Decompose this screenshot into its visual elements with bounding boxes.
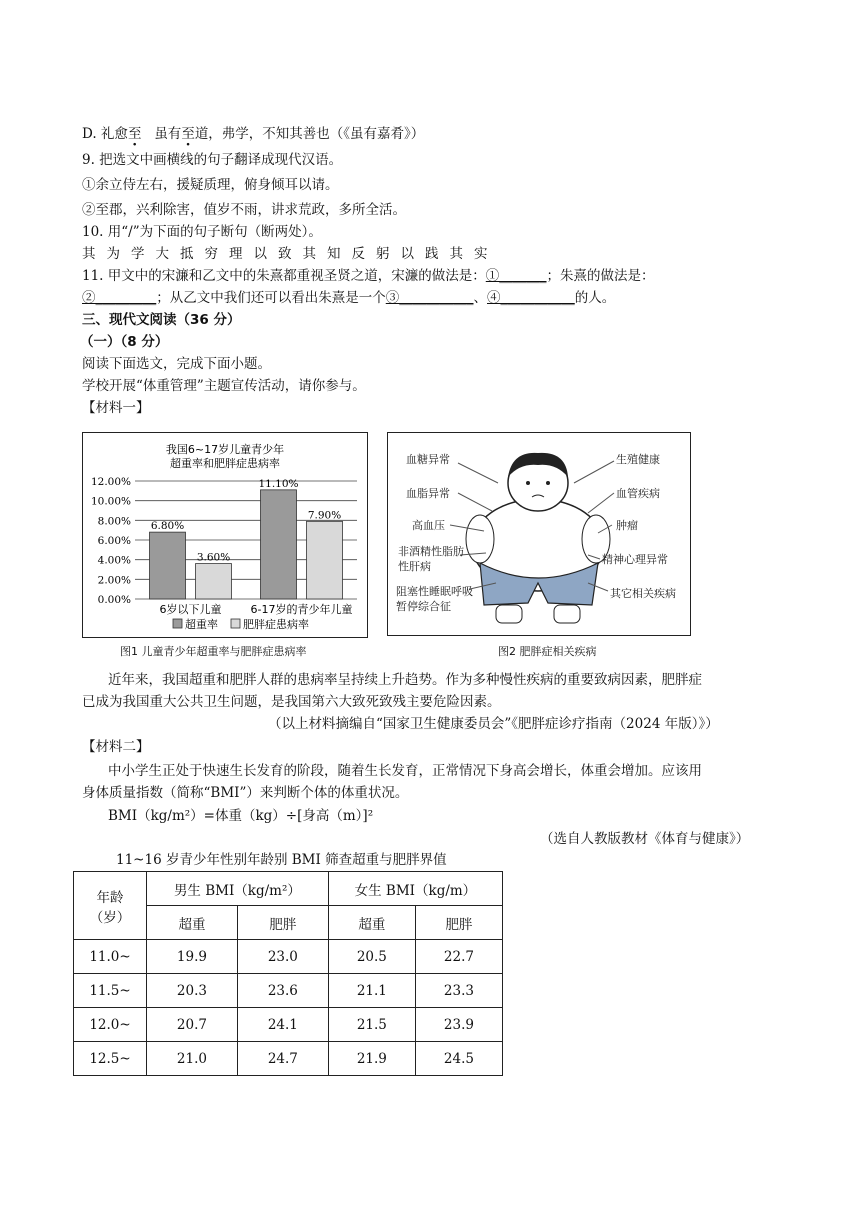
answer-blank-3[interactable]: ③___________: [385, 290, 474, 306]
table-title: 11~16 岁青少年性别年龄别 BMI 筛查超重与肥胖界值: [116, 852, 447, 868]
x-tick-label: 6岁以下儿童: [159, 603, 222, 616]
bar-肥胖症患病率: [307, 521, 343, 599]
legend-swatch: [173, 619, 182, 628]
activity-text: 学校开展“体重管理”主题宣传活动，请你参与。: [82, 378, 366, 394]
table-cell: 20.7: [147, 1008, 238, 1042]
question-11-text: ；朱熹的做法是：: [546, 268, 655, 284]
source-1: （以上材料摘编自“国家卫生健康委员会”《肥胖症诊疗指南（2024 年版）》）: [268, 716, 719, 732]
paragraph-1-line-2: 已成为我国重大公共卫生问题，是我国第六大致死致残主要危险因素。: [82, 694, 501, 710]
legend-label: 超重率: [185, 618, 218, 631]
data-label: 7.90%: [307, 509, 342, 522]
table-cell: 11.0~: [74, 940, 147, 974]
table-cell: 12.5~: [74, 1042, 147, 1076]
table-cell: 12.0~: [74, 1008, 147, 1042]
label-mental: 精神心理异常: [602, 553, 668, 566]
table-row: [74, 974, 503, 1008]
material-2-label: 【材料二】: [82, 739, 150, 755]
instruction-text: 阅读下面选文，完成下面小题。: [82, 356, 271, 372]
label-hypertension: 高血压: [412, 519, 445, 532]
option-d-text: D. 礼愈: [82, 126, 128, 142]
x-tick-label: 6-17岁的青少年儿童: [250, 603, 353, 616]
bmi-table: [73, 871, 503, 1076]
table-cell: 24.1: [237, 1008, 328, 1042]
label-reproductive: 生殖健康: [616, 453, 660, 466]
table-cell: 21.9: [328, 1042, 415, 1076]
table-cell: 23.0: [237, 940, 328, 974]
label-fatty-liver: 非酒精性脂肪: [398, 545, 464, 558]
y-tick-label: 0.00%: [97, 594, 131, 606]
table-cell: 20.3: [147, 974, 238, 1008]
table-cell: 24.5: [415, 1042, 502, 1076]
sub-header: 肥胖: [415, 906, 502, 940]
figure-2-illustration: [387, 432, 691, 636]
y-tick-label: 12.00%: [90, 476, 131, 488]
question-9-item-2: ②至郡，兴利除害，值岁不雨，讲求荒政，多所全活。: [82, 202, 406, 218]
option-d-text: 虽有: [154, 126, 182, 142]
bar-肥胖症患病率: [196, 564, 232, 599]
label-blood-lipid: 血脂异常: [406, 487, 450, 500]
y-tick-label: 2.00%: [97, 574, 131, 587]
part-1-heading: （一）（8 分）: [80, 334, 169, 350]
question-11-text: 、: [473, 290, 487, 306]
source-2: （选自人教版教材《体育与健康》）: [540, 831, 750, 847]
data-label: 6.80%: [150, 520, 185, 533]
label-fatty-liver-2: 性肝病: [398, 560, 431, 573]
label-tumor: 肿瘤: [616, 519, 638, 532]
header-age: 年龄 （岁）: [74, 872, 147, 940]
table-cell: 21.5: [328, 1008, 415, 1042]
question-9-item-1: ①余立侍左右，援疑质理，俯身倾耳以请。: [82, 177, 339, 193]
section-3-heading: 三、现代文阅读（36 分）: [82, 312, 241, 328]
question-8-option-d: [82, 124, 424, 144]
data-label: 11.10%: [258, 477, 299, 490]
table-cell: 21.0: [147, 1042, 238, 1076]
sub-header: 超重: [328, 906, 415, 940]
y-tick-label: 4.00%: [97, 554, 131, 567]
figure-2-caption: 图2 肥胖症相关疾病: [498, 645, 597, 658]
answer-blank-1[interactable]: ①_______: [485, 268, 547, 284]
bar-超重率: [150, 532, 186, 599]
question-10: 10. 用“/”为下面的句子断句（断两处）。: [82, 224, 322, 240]
option-d-text: 道，弗学，不知其善也（《虽有嘉肴》）: [194, 126, 425, 142]
legend-swatch: [231, 619, 240, 628]
header-female: 女生 BMI（kg/m）: [328, 872, 502, 906]
question-9: 9. 把选文中画横线的句子翻译成现代汉语。: [82, 152, 343, 168]
label-sleep-apnea-2: 暂停综合征: [396, 600, 451, 613]
y-tick-label: 6.00%: [97, 535, 131, 547]
header-male: 男生 BMI（kg/m²）: [147, 872, 329, 906]
table-cell: 11.5~: [74, 974, 147, 1008]
table-cell: 21.1: [328, 974, 415, 1008]
y-tick-label: 10.00%: [90, 495, 131, 508]
legend-label: 肥胖症患病率: [243, 618, 309, 631]
table-row: [74, 1042, 503, 1076]
paragraph-2-line-1: 中小学生正处于快速生长发育的阶段，随着生长发育，正常情况下身高会增长，体重会增加。应该用: [108, 763, 702, 779]
sub-header: 超重: [147, 906, 238, 940]
y-tick-label: 8.00%: [97, 515, 131, 528]
question-10-sentence: 其为学大抵穷理以致其知反躬以践其实: [82, 246, 499, 262]
paragraph-2-line-2: 身体质量指数（简称“BMI”）来判断个体的体重状况。: [82, 785, 409, 801]
figure-1-caption: 图1 儿童青少年超重率与肥胖症患病率: [120, 645, 307, 658]
sub-header: 肥胖: [237, 906, 328, 940]
label-other: 其它相关疾病: [610, 587, 676, 600]
paragraph-1-line-1: 近年来，我国超重和肥胖人群的患病率呈持续上升趋势。作为多种慢性疾病的重要致病因素，肥胖症: [108, 672, 702, 688]
emphasis-char: 至: [181, 126, 195, 142]
emphasis-char: 至: [127, 126, 142, 142]
question-11-line-1: [82, 266, 655, 286]
table-cell: 22.7: [415, 940, 502, 974]
table-cell: 23.6: [237, 974, 328, 1008]
table-cell: 23.3: [415, 974, 502, 1008]
table-cell: 23.9: [415, 1008, 502, 1042]
question-11-line-2: [82, 288, 615, 308]
table-cell: 19.9: [147, 940, 238, 974]
answer-blank-4[interactable]: ④___________: [487, 290, 575, 306]
chart-title: 我国6~17岁儿童青少年: [165, 443, 285, 456]
label-blood-sugar: 血糖异常: [406, 453, 450, 466]
data-label: 3.60%: [196, 551, 231, 564]
bmi-formula: BMI（kg/m²）=体重（kg）÷[身高（m）]²: [108, 808, 374, 824]
table-cell: 24.7: [237, 1042, 328, 1076]
table-row: [74, 940, 503, 974]
bar-超重率: [261, 490, 297, 599]
question-11-text: 的人。: [574, 290, 616, 306]
material-1-label: 【材料一】: [82, 400, 150, 416]
label-vascular: 血管疾病: [616, 487, 660, 500]
label-sleep-apnea: 阻塞性睡眠呼吸: [396, 585, 473, 598]
answer-blank-2[interactable]: ②_________: [82, 290, 157, 306]
table-row: [74, 1008, 503, 1042]
chart-subtitle: 超重率和肥胖症患病率: [170, 457, 280, 470]
question-11-text: ；从乙文中我们还可以看出朱熹是一个: [156, 290, 386, 306]
question-11-text: 11. 甲文中的宋濂和乙文中的朱熹都重视圣贤之道，宋濂的做法是：: [82, 268, 486, 284]
bar-chart: [83, 433, 367, 637]
figure-1-chart: [82, 432, 368, 638]
table-cell: 20.5: [328, 940, 415, 974]
